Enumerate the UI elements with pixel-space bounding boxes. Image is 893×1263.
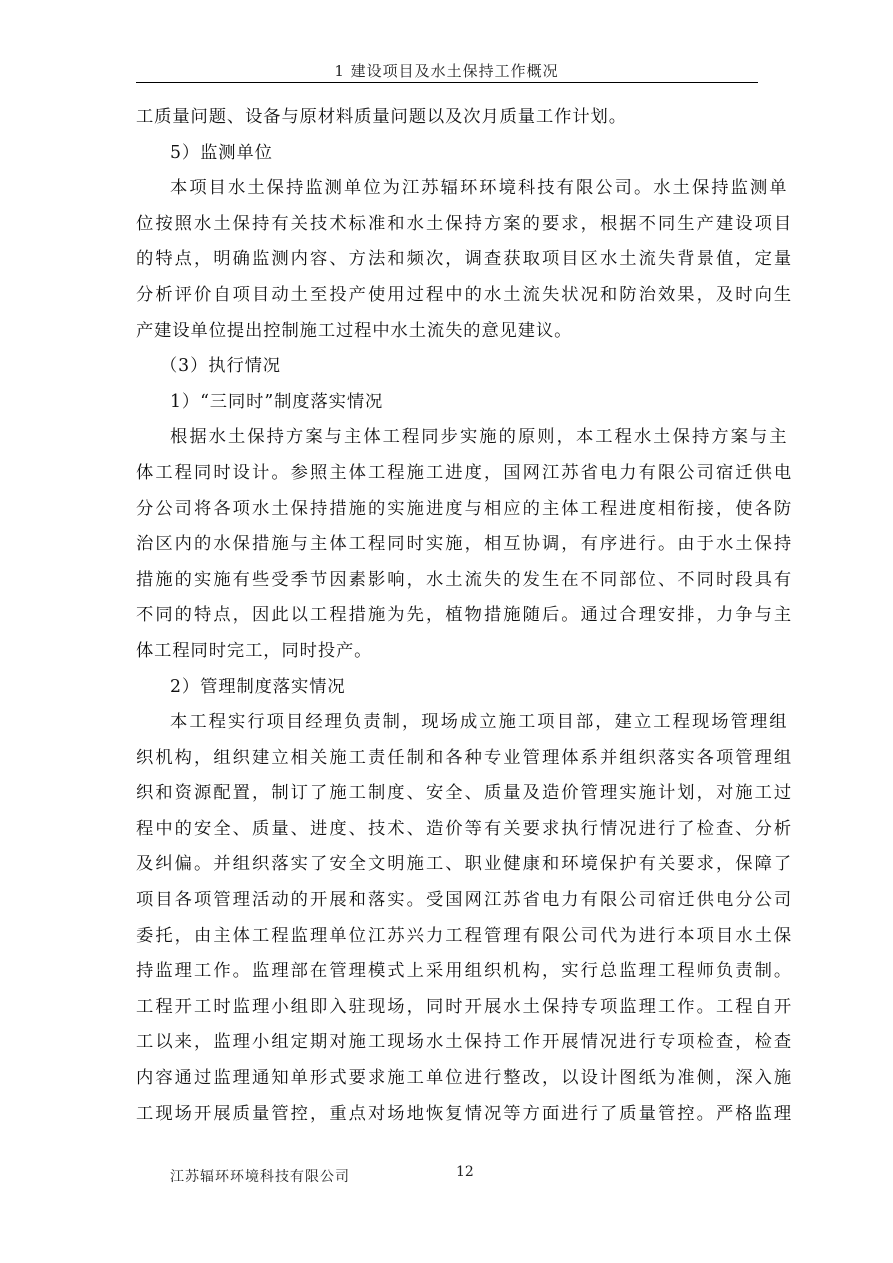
paragraph-line: 位按照水土保持有关技术标准和水土保持方案的要求，根据不同生产建设项目 xyxy=(136,213,794,234)
paragraph-line: 织和资源配置，制订了施工制度、安全、质量及造价管理实施计划，对施工过 xyxy=(136,783,794,804)
paragraph-line: 持监理工作。监理部在管理模式上采用组织机构，实行总监理工程师负责制。 xyxy=(136,961,794,982)
section-heading-execution: （3）执行情况 xyxy=(160,356,281,377)
paragraph-line: 体工程同时设计。参照主体工程施工进度，国网江苏省电力有限公司宿迁供电 xyxy=(136,462,794,483)
paragraph-line: 分析评价自项目动土至投产使用过程中的水土流失状况和防治效果，及时向生 xyxy=(136,284,794,305)
paragraph-line: 体工程同时完工，同时投产。 xyxy=(136,640,373,661)
subheading-three-simultaneous: 1）“三同时”制度落实情况 xyxy=(170,391,384,412)
paragraph-line: 委托，由主体工程监理单位江苏兴力工程管理有限公司代为进行本项目水土保 xyxy=(136,925,794,946)
paragraph-line: 本项目水土保持监测单位为江苏辐环环境科技有限公司。水土保持监测单 xyxy=(170,178,789,199)
paragraph-line: 的特点，明确监测内容、方法和频次，调查获取项目区水土流失背景值，定量 xyxy=(136,249,794,270)
paragraph-line: 及纠偏。并组织落实了安全文明施工、职业健康和环境保护有关要求，保障了 xyxy=(136,854,794,875)
paragraph-line: 产建设单位提出控制施工过程中水土流失的意见建议。 xyxy=(136,320,573,341)
running-header: 1 建设项目及水土保持工作概况 xyxy=(334,62,559,80)
paragraph-line: 不同的特点，因此以工程措施为先，植物措施随后。通过合理安排，力争与主 xyxy=(136,605,794,626)
paragraph-line: 项目各项管理活动的开展和落实。受国网江苏省电力有限公司宿迁供电分公司 xyxy=(136,890,794,911)
paragraph-line: 治区内的水保措施与主体工程同时实施，相互协调，有序进行。由于水土保持 xyxy=(136,534,794,555)
paragraph-line: 措施的实施有些受季节因素影响，水土流失的发生在不同部位、不同时段具有 xyxy=(136,569,794,590)
paragraph-line: 织机构，组织建立相关施工责任制和各种专业管理体系并组织落实各项管理组 xyxy=(136,747,794,768)
footer-company: 江苏辐环环境科技有限公司 xyxy=(170,1169,350,1185)
body-text xyxy=(136,100,794,1132)
paragraph-line: 内容通过监理通知单形式要求施工单位进行整改，以设计图纸为准侧，深入施 xyxy=(136,1068,794,1089)
paragraph-line: 工程开工时监理小组即入驻现场，同时开展水土保持专项监理工作。工程自开 xyxy=(136,996,794,1017)
header-rule xyxy=(136,82,758,83)
paragraph-line: 工以来，监理小组定期对施工现场水土保持工作开展情况进行专项检查，检查 xyxy=(136,1032,794,1053)
paragraph-line: 工质量问题、设备与原材料质量问题以及次月质量工作计划。 xyxy=(136,107,627,127)
page-number: 12 xyxy=(456,1164,474,1180)
paragraph-line: 本工程实行项目经理负责制，现场成立施工项目部，建立工程现场管理组 xyxy=(170,712,789,733)
subheading-monitoring-unit: 5）监测单位 xyxy=(170,142,273,163)
paragraph-line: 分公司将各项水土保持措施的实施进度与相应的主体工程进度相衔接，使各防 xyxy=(136,498,794,519)
paragraph-line: 程中的安全、质量、进度、技术、造价等有关要求执行情况进行了检查、分析 xyxy=(136,818,794,839)
subheading-management-system: 2）管理制度落实情况 xyxy=(170,676,346,697)
paragraph-line: 工现场开展质量管控，重点对场地恢复情况等方面进行了质量管控。严格监理 xyxy=(136,1103,794,1124)
paragraph-line: 根据水土保持方案与主体工程同步实施的原则，本工程水土保持方案与主 xyxy=(170,427,789,448)
